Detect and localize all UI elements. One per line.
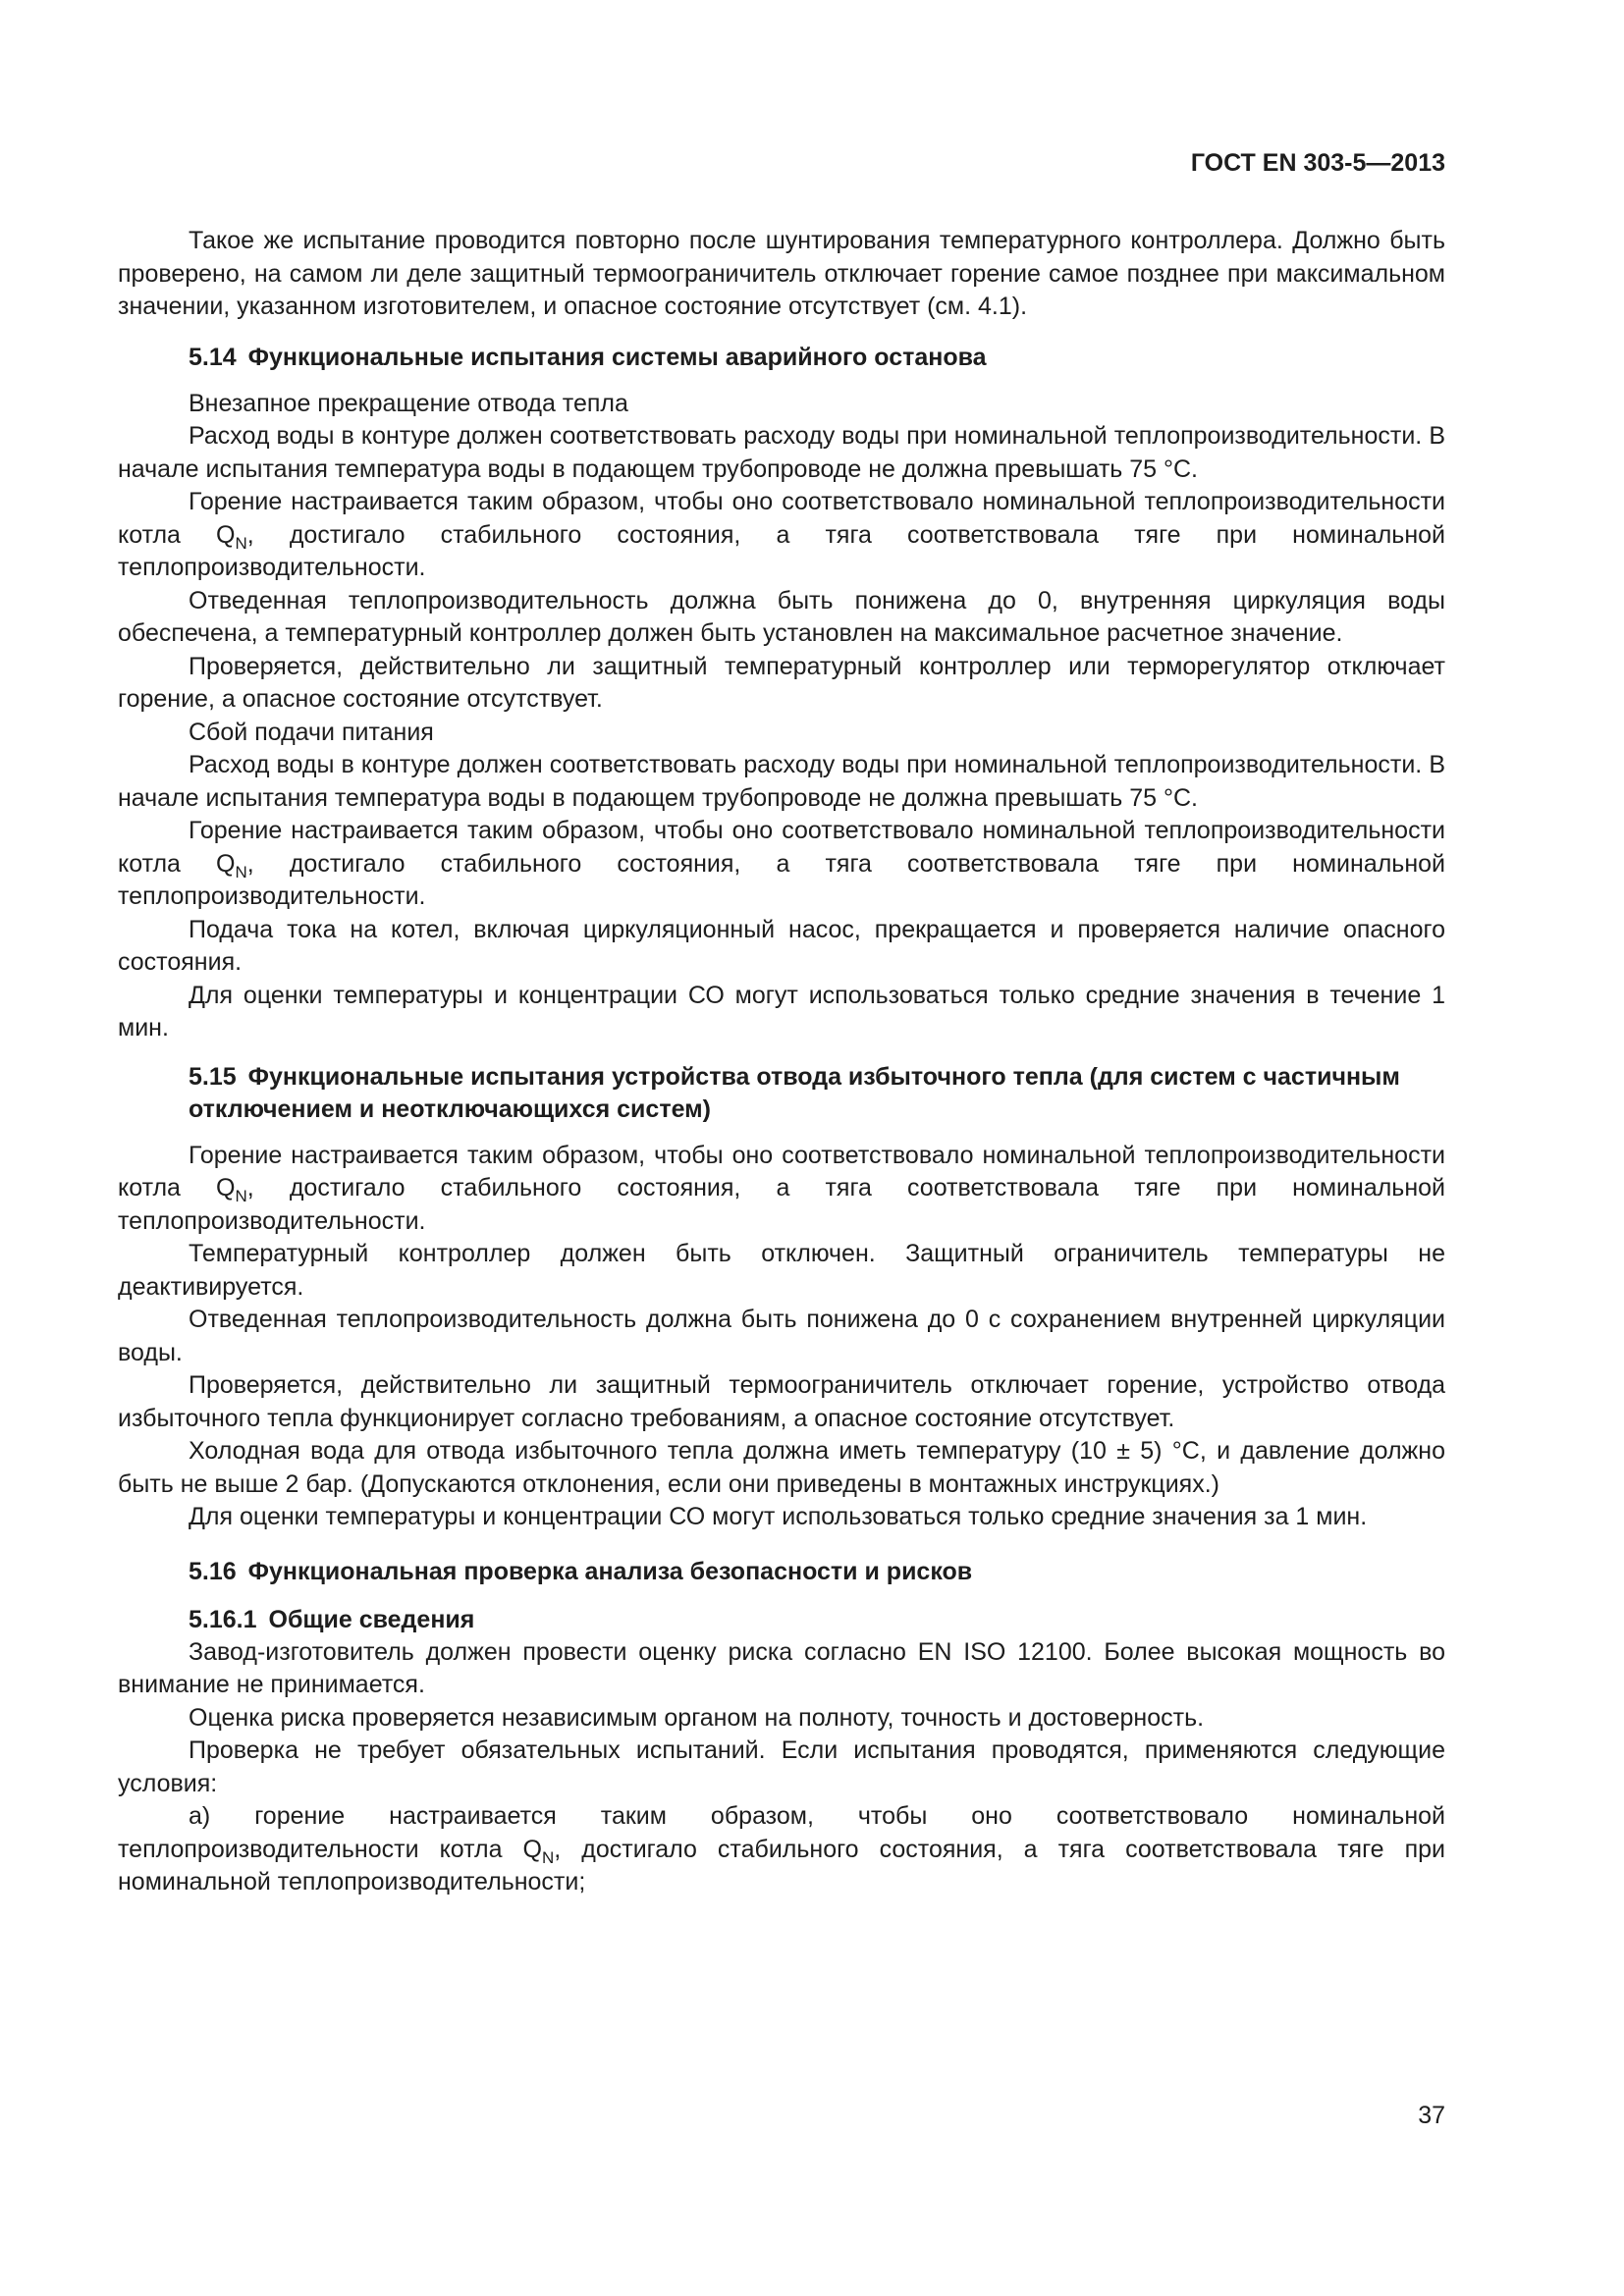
text-span: , достигало стабильного состояния, а тяга соответствовала тяге при номинальной теплопроизводительности; xyxy=(118,1835,1445,1896)
text-span: Горение настраивается таким образом, чтобы оно соответствовало номинальной теплопроизводительности котла Q xyxy=(118,488,1445,549)
section-title: Общие сведения xyxy=(268,1605,475,1633)
paragraph: Завод-изготовитель должен провести оценку риска согласно EN ISO 12100. Более высокая мощность во внимание не принимается. xyxy=(118,1637,1445,1698)
section-heading-5-15 xyxy=(118,1061,1445,1126)
text-span: , достигало стабильного состояния, а тяга соответствовала тяге при номинальной теплопроизводительности. xyxy=(118,520,1446,581)
paragraph: Отведенная теплопроизводительность должна быть понижена до 0 с сохранением внутренней циркуляции воды. xyxy=(118,1306,1445,1366)
paragraph: Расход воды в контуре должен соответствовать расходу воды при номинальной теплопроизводительности. В начале испытания температура воды в подающем трубопроводе не должна превышать 75 °С. xyxy=(118,422,1445,483)
section-heading-5-16 xyxy=(118,1556,1445,1588)
paragraph: Проверяется, действительно ли защитный термоограничитель отключает горение, устройство отвода избыточного тепла функционирует согласно требованиям, а опасное состояние отсутствует. xyxy=(118,1371,1445,1432)
paragraph: Температурный контроллер должен быть отключен. Защитный ограничитель температуры не деактивируется. xyxy=(118,1240,1445,1301)
list-item-a xyxy=(118,1800,1445,1899)
subheading-heat-removal: Внезапное прекращение отвода тепла xyxy=(189,389,628,417)
paragraph: Для оценки температуры и концентрации СО могут использоваться только средние значения в течение 1 мин. xyxy=(118,981,1445,1041)
text-span: а) горение настраивается таким образом, чтобы оно соответствовало номинальной теплопроизводительности котла Q xyxy=(118,1802,1445,1863)
paragraph: Отведенная теплопроизводительность должна быть понижена до 0, внутренняя циркуляция воды обеспечена, а температурный контроллер должен быть установлен на максимальное расчетное значение. xyxy=(118,586,1445,647)
section-number: 5.15 xyxy=(189,1062,237,1091)
section-heading-5-14 xyxy=(118,342,1445,374)
page-body xyxy=(118,225,1445,1899)
paragraph: Проверяется, действительно ли защитный температурный контроллер или терморегулятор отключает горение, а опасное состояние отсутствует. xyxy=(118,652,1445,713)
subscript: N xyxy=(542,1847,555,1867)
paragraph xyxy=(118,486,1445,585)
subscript: N xyxy=(235,1187,247,1205)
section-heading-5-16-1 xyxy=(118,1604,1445,1636)
subscript: N xyxy=(235,533,247,553)
intro-paragraph: Такое же испытание проводится повторно после шунтирования температурного контроллера. Должно быть проверено, на самом ли деле защитный термоограничитель отключает горение самое позднее при максимальном значении, указанном изготовителем, и опасное состояние отсутствует (см. 4.1). xyxy=(118,227,1445,320)
paragraph xyxy=(118,1140,1445,1239)
paragraph: Холодная вода для отвода избыточного тепла должна иметь температуру (10 ± 5) °С, и давление должно быть не выше 2 бар. (Допускаются отклонения, если они приведены в монтажных инструкциях.) xyxy=(118,1437,1445,1498)
paragraph: Оценка риска проверяется независимым органом на полноту, точность и достоверность. xyxy=(189,1703,1205,1732)
page-number: 37 xyxy=(1418,2102,1445,2129)
section-title: Функциональная проверка анализа безопасности и рисков xyxy=(247,1557,973,1585)
paragraph: Расход воды в контуре должен соответствовать расходу воды при номинальной теплопроизводительности. В начале испытания температура воды в подающем трубопроводе не должна превышать 75 °С. xyxy=(118,751,1445,812)
text-span: Горение настраивается таким образом, чтобы оно соответствовало номинальной теплопроизводительности котла Q xyxy=(118,817,1445,878)
text-span: , достигало стабильного состояния, а тяга соответствовала тяге при номинальной теплопроизводительности. xyxy=(118,849,1446,910)
paragraph: Проверка не требует обязательных испытаний. Если испытания проводятся, применяются следующие условия: xyxy=(118,1736,1445,1797)
section-number: 5.14 xyxy=(189,343,237,371)
paragraph: Для оценки температуры и концентрации СО могут использоваться только средние значения за 1 мин. xyxy=(189,1503,1368,1530)
paragraph xyxy=(118,815,1445,914)
text-span: , достигало стабильного состояния, а тяга соответствовала тяге при номинальной теплопроизводительности. xyxy=(118,1174,1446,1235)
section-number: 5.16 xyxy=(189,1557,237,1585)
paragraph: Подача тока на котел, включая циркуляционный насос, прекращается и проверяется наличие опасного состояния. xyxy=(118,915,1445,976)
section-number: 5.16.1 xyxy=(189,1605,257,1633)
subscript: N xyxy=(235,862,247,881)
subheading-power-failure: Сбой подачи питания xyxy=(189,718,434,746)
text-span: Горение настраивается таким образом, чтобы оно соответствовало номинальной теплопроизводительности котла Q xyxy=(118,1141,1445,1201)
document-id: ГОСТ EN 303-5—2013 xyxy=(1190,149,1445,177)
section-title: Функциональные испытания системы аварийного останова xyxy=(247,343,987,371)
section-title: Функциональные испытания устройства отвода избыточного тепла (для систем с частичным отключением и неотключающихся систем) xyxy=(189,1062,1400,1123)
